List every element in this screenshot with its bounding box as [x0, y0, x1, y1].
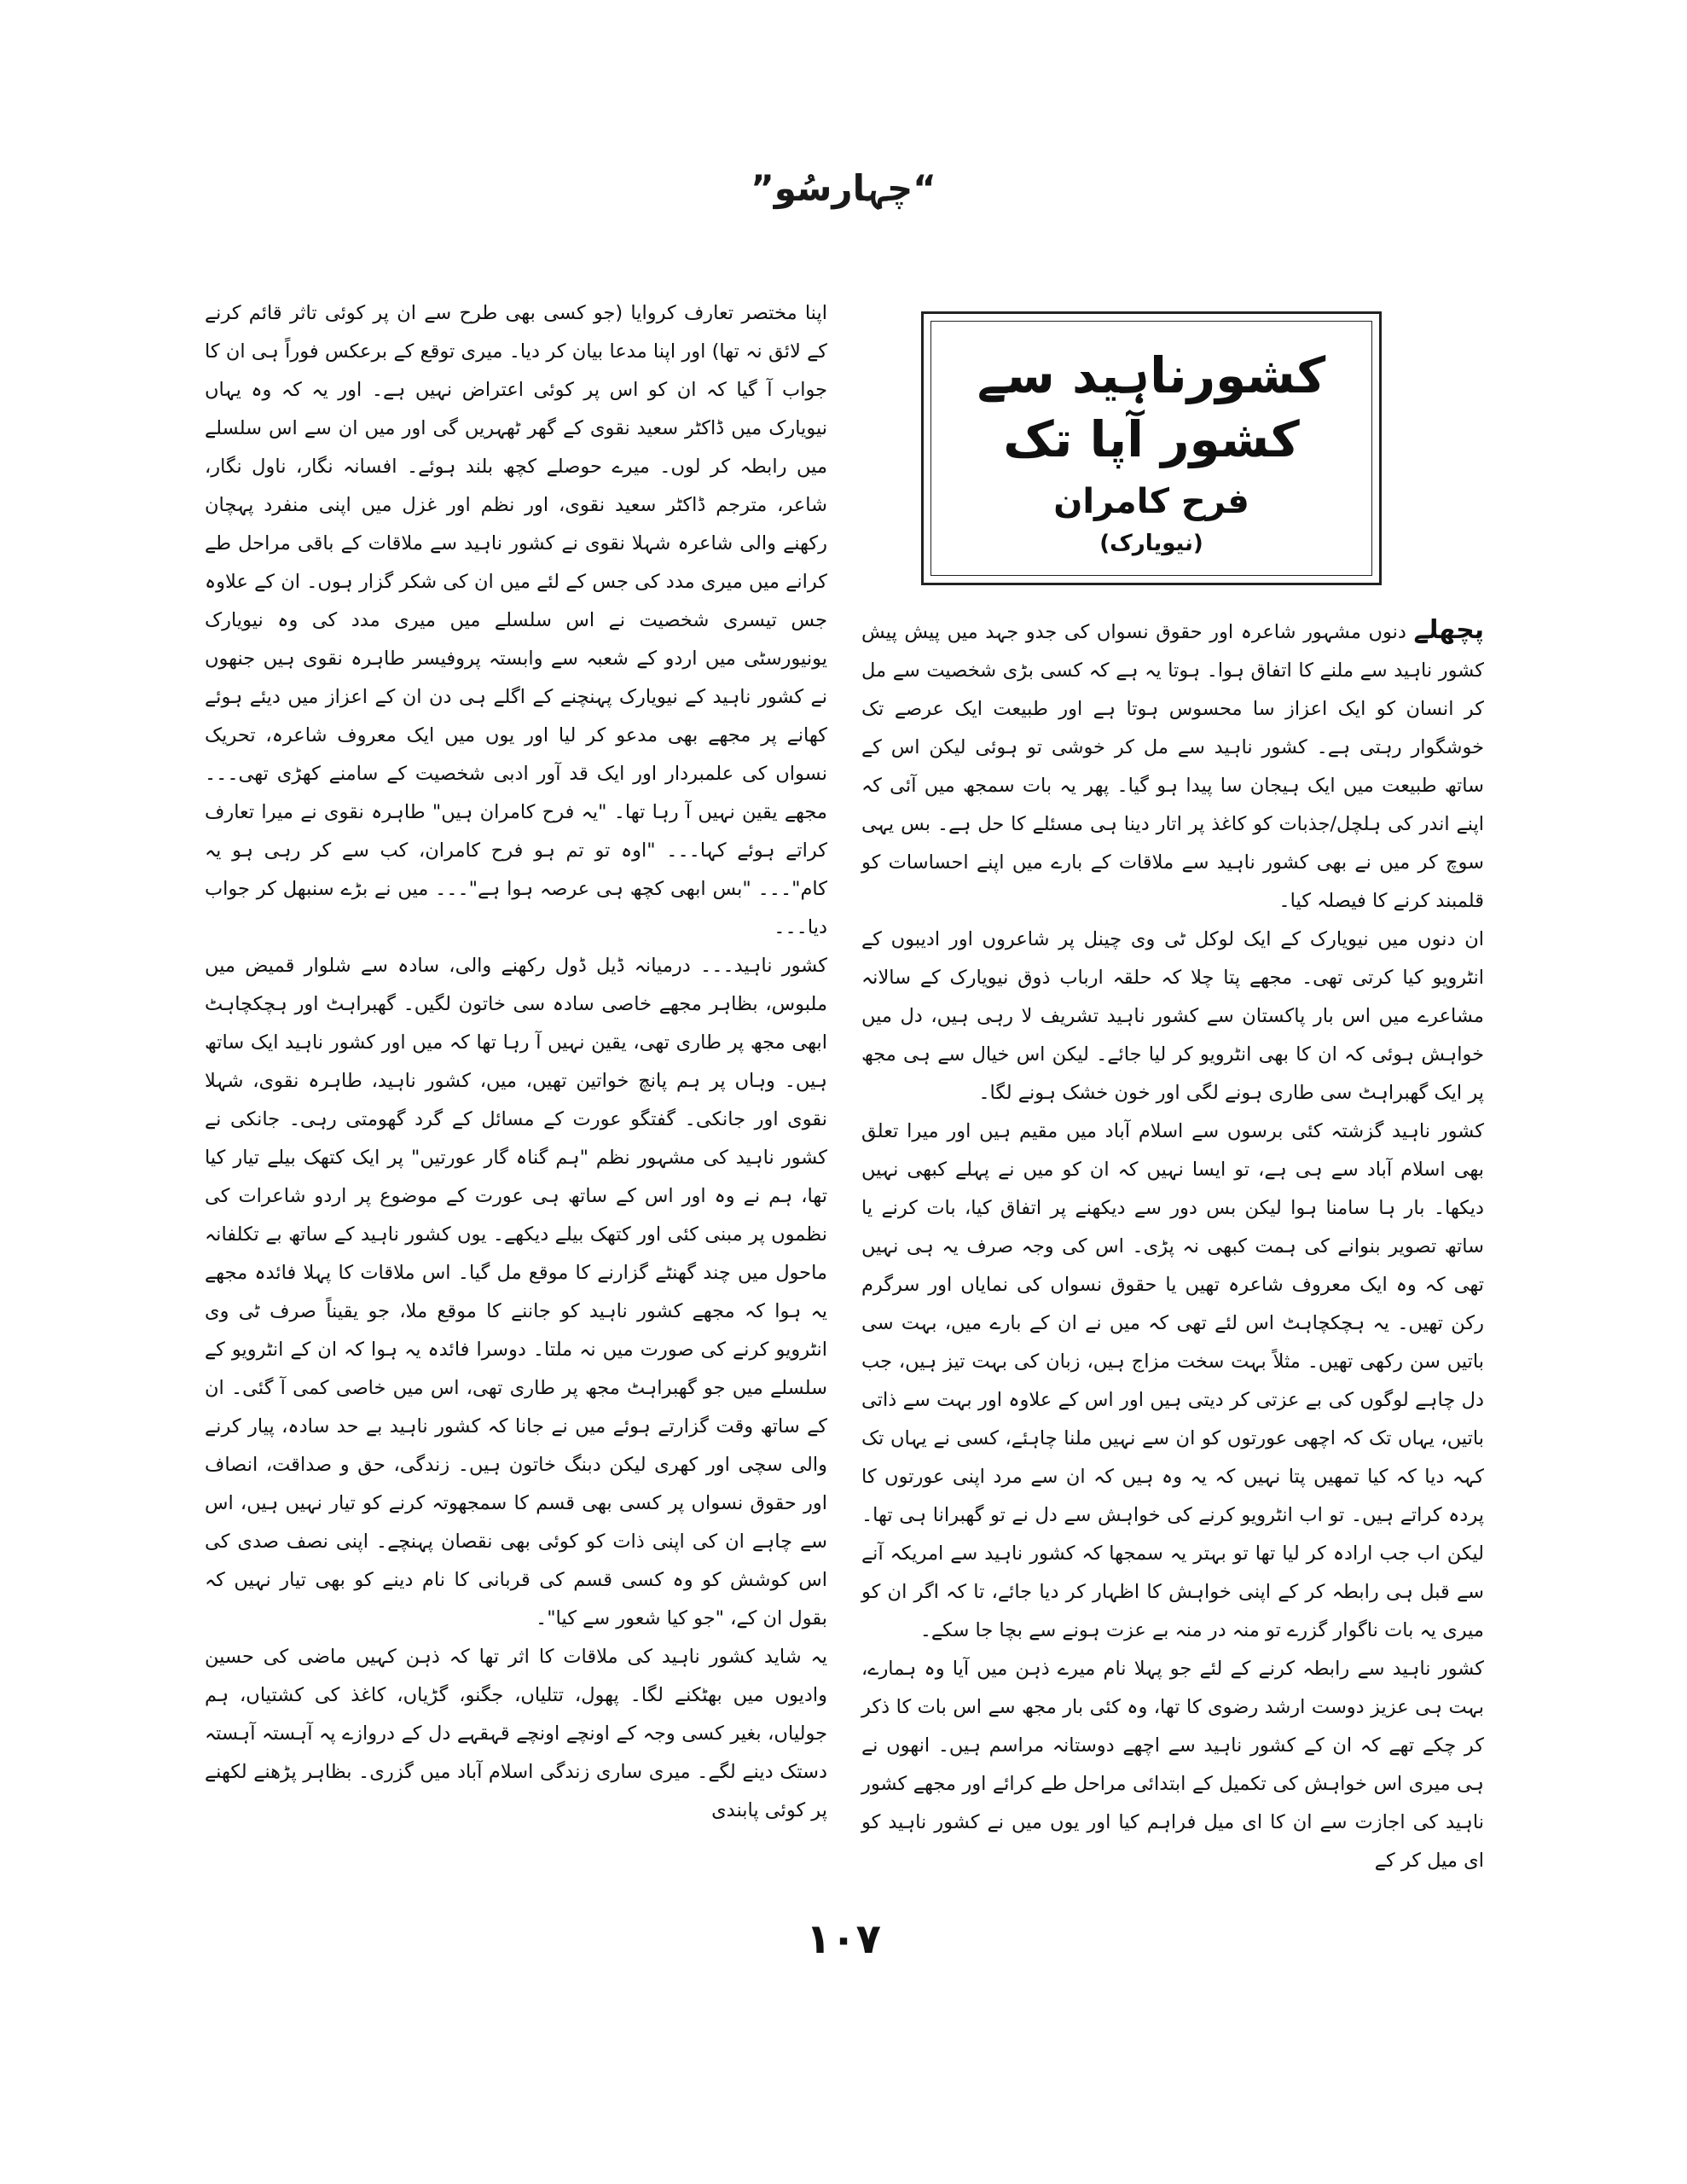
article-columns — [205, 294, 1484, 1872]
paragraph-text: دنوں مشہور شاعرہ اور حقوق نسواں کی جدو جہد میں پیش پیش کشور ناہید سے ملنے کا اتفاق ہوا۔ ہوتا یہ ہے کہ کسی بڑی شخصیت سے مل کر انسان کو ایک اعزاز سا محسوس ہوتا ہے اور طبیعت ایک عرصے تک خوشگوار رہتی ہے۔ کشور ناہید سے مل کر خوشی تو ہوئی لیکن اس کے ساتھ طبیعت میں ایک ہیجان سا پیدا ہو گیا۔ پھر یہ بات سمجھ میں آئی کہ اپنے اندر کی ہلچل/جذبات کو کاغذ پر اتار دینا ہی مسئلے کا حل ہے۔ بس یہی سوچ کر میں نے بھی کشور ناہید سے ملاقات کے بارے میں اپنے احساسات کو قلمبند کرنے کا فیصلہ کیا۔ — [861, 620, 1484, 912]
author-location: (نیویارک) — [1099, 530, 1203, 556]
paragraph: ان دنوں میں نیویارک کے ایک لوکل ٹی وی چینل پر شاعروں اور ادیبوں کے انٹرویو کیا کرتی تھی۔ مجھے پتا چلا کہ حلقہ ارباب ذوق نیویارک کے سالانہ مشاعرے میں اس بار پاکستان سے کشور ناہید تشریف لا رہی ہیں، دل میں خواہش ہوئی کہ ان کا بھی انٹرویو کر لیا جائے۔ لیکن اس خیال سے ہی مجھ پر ایک گھبراہٹ سی طاری ہونے لگی اور خون خشک ہونے لگا۔ — [861, 927, 1484, 1104]
paragraph: یہ شاید کشور ناہید کی ملاقات کا اثر تھا کہ ذہن کہیں ماضی کی حسین وادیوں میں بھٹکنے لگا۔ پھول، تتلیاں، جگنو، گڑیاں، کاغذ کی کشتیاں، ہم جولیاں، بغیر کسی وجہ کے اونچے اونچے قہقہے دل کے دروازے پہ آہستہ آہستہ دستک دینے لگے۔ میری ساری زندگی اسلام آباد میں گزری۔ بظاہر پڑھنے لکھنے پر کوئی پابندی — [205, 1646, 827, 1821]
right-column — [861, 294, 1484, 1872]
paragraph: اپنا مختصر تعارف کروایا (جو کسی بھی طرح سے ان پر کوئی تاثر قائم کرنے کے لائق نہ تھا) اور اپنا مدعا بیان کر دیا۔ میری توقع کے برعکس فوراً ہی ان کا جواب آ گیا کہ ان کو اس پر کوئی اعتراض نہیں ہے۔ اور یہ کہ وہ یہاں نیویارک میں ڈاکٹر سعید نقوی کے گھر ٹھہریں گی اور میں ان سے اس سلسلے میں رابطہ کر لوں۔ میرے حوصلے کچھ بلند ہوئے۔ افسانہ نگار، ناول نگار، شاعر، مترجم ڈاکٹر سعید نقوی، اور نظم اور غزل میں اپنی منفرد پہچان رکھنے والی شاعرہ شہلا نقوی نے کشور ناہید سے ملاقات کے باقی مراحل طے کرانے میں میری مدد کی جس کے لئے میں ان کی شکر گزار ہوں۔ ان کے علاوہ جس تیسری شخصیت نے اس سلسلے میں میری مدد کی وہ نیویارک یونیورسٹی میں اردو کے شعبہ سے وابستہ پروفیسر طاہرہ نقوی ہیں جنھوں نے کشور ناہید کے نیویارک پہنچنے کے اگلے ہی دن ان کے اعزاز میں دیئے ہوئے کھانے پر مجھے بھی مدعو کر لیا اور یوں میں ایک معروف شاعرہ، تحریک نسواں کی علمبردار اور ایک قد آور ادبی شخصیت کے سامنے کھڑی تھی۔۔۔ مجھے یقین نہیں آ رہا تھا۔ "یہ فرح کامران ہیں" طاہرہ نقوی نے میرا تعارف کراتے ہوئے کہا۔۔۔ "اوہ تو تم ہو فرح کامران، کب سے کر رہی ہو یہ کام"۔۔۔ "بس ابھی کچھ ہی عرصہ ہوا ہے"۔۔۔ میں نے بڑے سنبھل کر جواب دیا۔۔۔ — [205, 302, 827, 938]
article-author: فرح کامران — [1053, 481, 1249, 521]
title-box — [921, 311, 1382, 585]
paragraph — [861, 611, 1484, 921]
lead-word: پچھلے — [1413, 614, 1484, 645]
page-number: ۱۰۷ — [806, 1915, 881, 1963]
article-title: کشورناہید سے کشور آپا تک — [977, 346, 1326, 469]
paragraph: کشور ناہید سے رابطہ کرنے کے لئے جو پہلا نام میرے ذہن میں آیا وہ ہمارے، بہت ہی عزیز دوست ارشد رضوی کا تھا، وہ کئی بار مجھ سے اس بات کا ذکر کر چکے تھے کہ ان کے کشور ناہید سے اچھے دوستانہ مراسم ہیں۔ انھوں نے ہی میری اس خواہش کی تکمیل کے ابتدائی مراحل طے کرائے اور مجھے کشور ناہید کی اجازت سے ان کا ای میل فراہم کیا اور یوں میں نے کشور ناہید کو ای میل کر کے — [861, 1657, 1484, 1872]
paragraph: کشور ناہید گزشتہ کئی برسوں سے اسلام آباد میں مقیم ہیں اور میرا تعلق بھی اسلام آباد سے ہی ہے، تو ایسا نہیں کہ ان کو میں نے پہلے کبھی نہیں دیکھا۔ بار ہا سامنا ہوا لیکن بس دور سے دیکھنے پر اتفاق کیا، بات کرنے یا ساتھ تصویر بنوانے کی ہمت کبھی نہ پڑی۔ اس کی وجہ صرف یہ ہی نہیں تھی کہ وہ ایک معروف شاعرہ تھیں یا حقوق نسواں کی نمایاں اور سرگرم رکن تھیں۔ یہ ہچکچاہٹ اس لئے تھی کہ میں نے ان کے بارے میں، بہت سی باتیں سن رکھی تھیں۔ مثلاً بہت سخت مزاج ہیں، زبان کی بہت تیز ہیں، جب دل چاہے لوگوں کی بے عزتی کر دیتی ہیں اور اس کے علاوہ اور بہت سے ذاتی باتیں، یہاں تک کہ اچھی عورتوں کو ان سے نہیں ملنا چاہئے، کسی نے یہاں تک کہہ دیا کہ کیا تمھیں پتا نہیں کہ یہ وہ ہیں کہ ان سے مرد اپنی عورتوں کا پردہ کراتے ہیں۔ تو اب انٹرویو کرنے کی خواہش سے دل نے تو گھبرانا ہی تھا۔ لیکن اب جب ارادہ کر لیا تھا تو بہتر یہ سمجھا کہ کشور ناہید سے امریکہ آنے سے قبل ہی رابطہ کر کے اپنی خواہش کا اظہار کر دیا جائے، تا کہ اگر ان کو میری یہ بات ناگوار گزرے تو منہ در منہ بے عزت ہونے سے بچا جا سکے۔ — [861, 1119, 1484, 1641]
running-head: ”چہارسُو“ — [751, 167, 936, 209]
title-box-inner — [930, 321, 1372, 576]
paragraph: کشور ناہید۔۔۔ درمیانہ ڈیل ڈول رکھنے والی، سادہ سے شلوار قمیض میں ملبوس، بظاہر مجھے خاصی سادہ سی خاتون لگیں۔ گھبراہٹ اور ہچکچاہٹ ابھی مجھ پر طاری تھی، یقین نہیں آ رہا تھا کہ میں اور کشور ناہید ایک ساتھ ہیں۔ وہاں پر ہم پانچ خواتین تھیں، میں، کشور ناہید، طاہرہ نقوی، شہلا نقوی اور جانکی۔ گفتگو عورت کے مسائل کے گرد گھومتی رہی۔ جانکی نے کشور ناہید کی مشہور نظم "ہم گناہ گار عورتیں" پر ایک کتھک بیلے تیار کیا تھا، ہم نے وہ اور اس کے ساتھ ہی عورت کے موضوع پر اردو شاعرات کی نظموں پر مبنی کئی اور کتھک بیلے دیکھے۔ یوں کشور ناہید کے ساتھ بے تکلفانہ ماحول میں چند گھنٹے گزارنے کا موقع مل گیا۔ اس ملاقات کا پہلا فائدہ مجھے یہ ہوا کہ مجھے کشور ناہید کو جاننے کا موقع ملا، جو یقیناً صرف ٹی وی انٹرویو کرنے کی صورت میں نہ ملتا۔ دوسرا فائدہ یہ ہوا کہ ان کے انٹرویو کے سلسلے میں جو گھبراہٹ مجھ پر طاری تھی، اس میں خاصی کمی آ گئی۔ ان کے ساتھ وقت گزارتے ہوئے میں نے جانا کہ کشور ناہید بے حد سادہ، پیار کرنے والی سچی اور کھری لیکن دبنگ خاتون ہیں۔ زندگی، حق و صداقت، انصاف اور حقوق نسواں پر کسی بھی قسم کا سمجھوتہ کرنے کو تیار نہیں ہیں، اس سے چاہے ان کی اپنی ذات کو کوئی بھی نقصان پہنچے۔ اپنی نصف صدی کی اس کوشش کو وہ کسی قسم کی قربانی کا نام دینے کو بھی تیار نہیں کہ بقول ان کے، "جو کیا شعور سے کیا"۔ — [205, 955, 827, 1629]
left-column — [205, 294, 827, 1847]
